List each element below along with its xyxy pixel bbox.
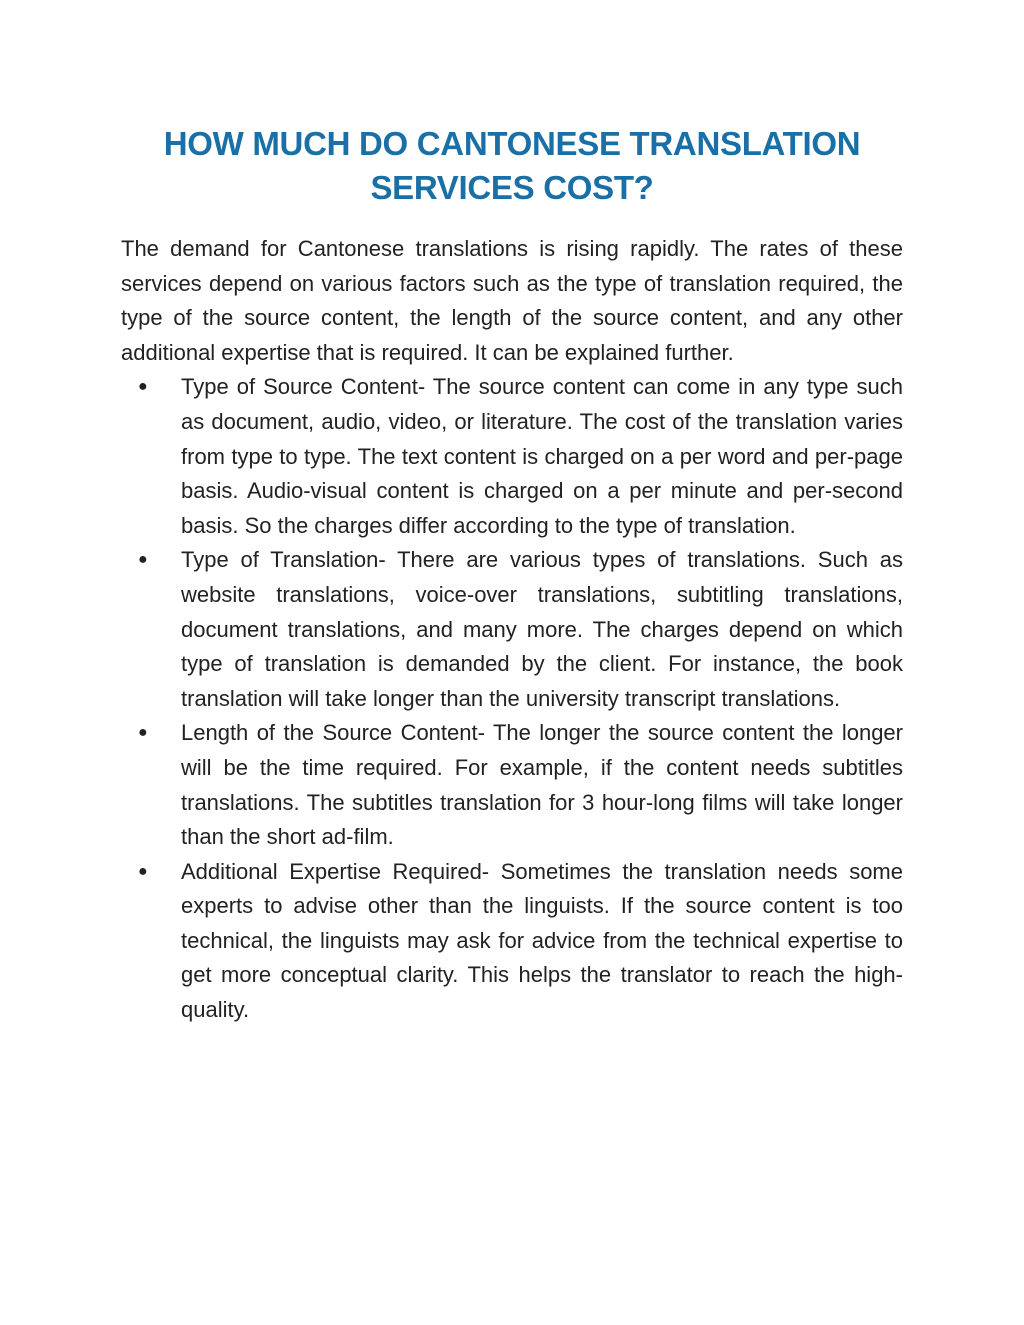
list-item-text: Type of Source Content- The source content can come in any type such as document, audio, video, or literature. The cost of the translation varies from type to type. The text content is charged on a per word and per-page basis. Audio-visual content is charged on a per minute and per-second basis. So the charges differ according to the type of translation. — [181, 374, 903, 538]
bullet-icon: ● — [138, 862, 148, 880]
page-title: HOW MUCH DO CANTONESE TRANSLATION SERVICES COST? — [163, 125, 861, 206]
bullet-icon: ● — [138, 378, 148, 396]
list-item-text: Type of Translation- There are various types of translations. Such as website translations, voice-over translations, subtitling translations, document translations, and many more. The charges depend on which type of translation is demanded by the client. For instance, the book translation will take longer than the university transcript translations. — [181, 547, 903, 711]
list-item-additional-expertise — [121, 855, 903, 1028]
list-item-text: Additional Expertise Required- Sometimes the translation needs some experts to advise other than the linguists. If the source content is too technical, the linguists may ask for advice from the technical expertise to get more conceptual clarity. This helps the translator to reach the high-quality. — [181, 858, 903, 1023]
intro-paragraph: The demand for Cantonese translations is rising rapidly. The rates of these services depend on various factors such as the type of translation required, the type of the source content, the length of the source content, and any other additional expertise that is required. It can be explained further. — [121, 236, 903, 365]
list-item-translation-type — [121, 543, 903, 716]
document-body — [121, 232, 903, 1028]
bullet-icon: ● — [138, 724, 148, 742]
cost-factors-list — [121, 370, 903, 1027]
list-item-content-length — [121, 716, 903, 854]
list-item-text: Length of the Source Content- The longer the source content the longer will be the time required. For example, if the content needs subtitles translations. The subtitles translation for 3 hour-long films will take longer than the short ad-film. — [181, 720, 903, 850]
bullet-icon: ● — [138, 551, 148, 569]
list-item-source-content — [121, 370, 903, 543]
